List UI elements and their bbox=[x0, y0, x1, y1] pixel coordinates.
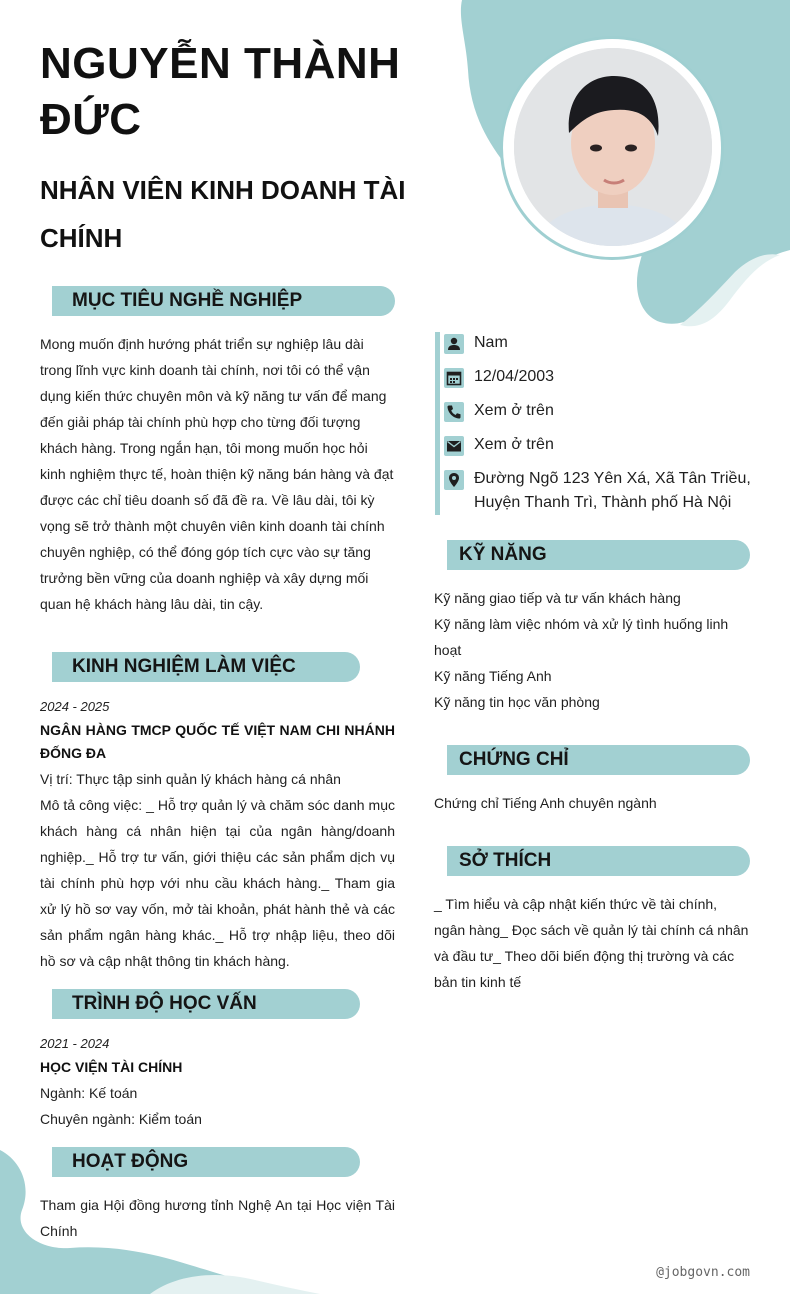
skill-item: Kỹ năng tin học văn phòng bbox=[434, 694, 600, 710]
contact-gender: Nam bbox=[474, 334, 508, 351]
section-objective bbox=[46, 286, 395, 316]
education-school: HỌC VIỆN TÀI CHÍNH bbox=[40, 1059, 183, 1075]
skill-item: Kỹ năng làm việc nhóm và xử lý tình huống linh hoạt bbox=[434, 616, 729, 658]
experience-description: Mô tả công việc: _ Hỗ trợ quản lý và chăm sóc danh mục khách hàng cá nhân hiện tại của ngân hàng/doanh nghiệp._ Hỗ trợ tư vấn, giới thiệu các sản phẩm dịch vụ tài chính phù hợp với nhu cầu khách hàng._ Tham gia xử lý hồ sơ vay vốn, mở tài khoản, phát hành thẻ và các sản phẩm ngân hàng khác._ Hỗ trợ nhập liệu, theo dõi hồ sơ và cập nhật thông tin khách hàng. bbox=[40, 797, 395, 969]
contact-birthday: 12/04/2003 bbox=[474, 368, 555, 385]
education-specialization: Chuyên ngành: Kiểm toán bbox=[40, 1111, 202, 1127]
skill-item: Kỹ năng Tiếng Anh bbox=[434, 668, 552, 684]
person-icon bbox=[444, 334, 464, 354]
candidate-name: NGUYỄN THÀNH ĐỨC bbox=[40, 39, 401, 144]
education-major: Ngành: Kế toán bbox=[40, 1085, 138, 1101]
section-title: TRÌNH ĐỘ HỌC VẤN bbox=[72, 993, 257, 1014]
section-title: KỸ NĂNG bbox=[459, 544, 547, 565]
location-icon bbox=[444, 470, 464, 490]
education-period: 2021 - 2024 bbox=[40, 1036, 110, 1051]
section-title: KINH NGHIỆM LÀM VIỆC bbox=[72, 656, 296, 677]
experience-position: Vị trí: Thực tập sinh quản lý khách hàng cá nhân bbox=[40, 771, 341, 787]
section-education bbox=[46, 989, 360, 1019]
section-activities bbox=[46, 1147, 360, 1177]
certificate-item: Chứng chỉ Tiếng Anh chuyên ngành bbox=[434, 795, 657, 811]
section-title: SỞ THÍCH bbox=[459, 850, 552, 871]
contact-address: Đường Ngõ 123 Yên Xá, Xã Tân Triều, Huyện Thanh Trì, Thành phố Hà Nội bbox=[474, 470, 751, 511]
calendar-icon bbox=[444, 368, 464, 388]
avatar-photo bbox=[514, 48, 712, 246]
activities-text: Tham gia Hội đồng hương tỉnh Nghệ An tại Học viện Tài Chính bbox=[40, 1197, 395, 1239]
avatar bbox=[514, 48, 712, 246]
section-experience bbox=[46, 652, 360, 682]
experience-company: NGÂN HÀNG TMCP QUỐC TẾ VIỆT NAM CHI NHÁNH ĐỐNG ĐA bbox=[40, 722, 395, 761]
job-title: NHÂN VIÊN KINH DOANH TÀI CHÍNH bbox=[40, 175, 406, 253]
phone-icon bbox=[444, 402, 464, 422]
section-skills bbox=[441, 540, 750, 570]
watermark: @jobgovn.com bbox=[656, 1265, 750, 1280]
section-hobbies bbox=[441, 846, 750, 876]
skill-item: Kỹ năng giao tiếp và tư vấn khách hàng bbox=[434, 590, 681, 606]
experience-period: 2024 - 2025 bbox=[40, 699, 110, 714]
hobbies-text: _ Tìm hiểu và cập nhật kiến thức về tài chính, ngân hàng_ Đọc sách về quản lý tài chính cá nhân và đầu tư_ Theo dõi biến động thị trường và các bản tin kinh tế bbox=[434, 896, 749, 990]
section-certificates bbox=[441, 745, 750, 775]
contact-divider bbox=[435, 332, 440, 515]
section-title: MỤC TIÊU NGHỀ NGHIỆP bbox=[72, 290, 303, 311]
section-title: HOẠT ĐỘNG bbox=[72, 1151, 189, 1172]
contact-phone: Xem ở trên bbox=[474, 402, 554, 419]
email-icon bbox=[444, 436, 464, 456]
section-title: CHỨNG CHỈ bbox=[459, 749, 569, 770]
objective-text: Mong muốn định hướng phát triển sự nghiệp lâu dài trong lĩnh vực kinh doanh tài chính, nơi tôi có thể vận dụng kiến thức chuyên môn và kỹ năng tư vấn để mang đến giải pháp tài chính phù hợp cho từng đối tượng khách hàng. Trong ngắn hạn, tôi mong muốn học hỏi kinh nghiệm thực tế, hoàn thiện kỹ năng bán hàng và đạt được các chỉ tiêu doanh số đã đề ra. Về lâu dài, tôi kỳ vọng sẽ trở thành một chuyên viên kinh doanh tài chính chuyên nghiệp, có thể đóng góp tích cực vào sự tăng trưởng bền vững của doanh nghiệp và xây dựng mối quan hệ khách hàng lâu dài, tin cậy. bbox=[40, 336, 394, 612]
contact-email: Xem ở trên bbox=[474, 436, 554, 453]
